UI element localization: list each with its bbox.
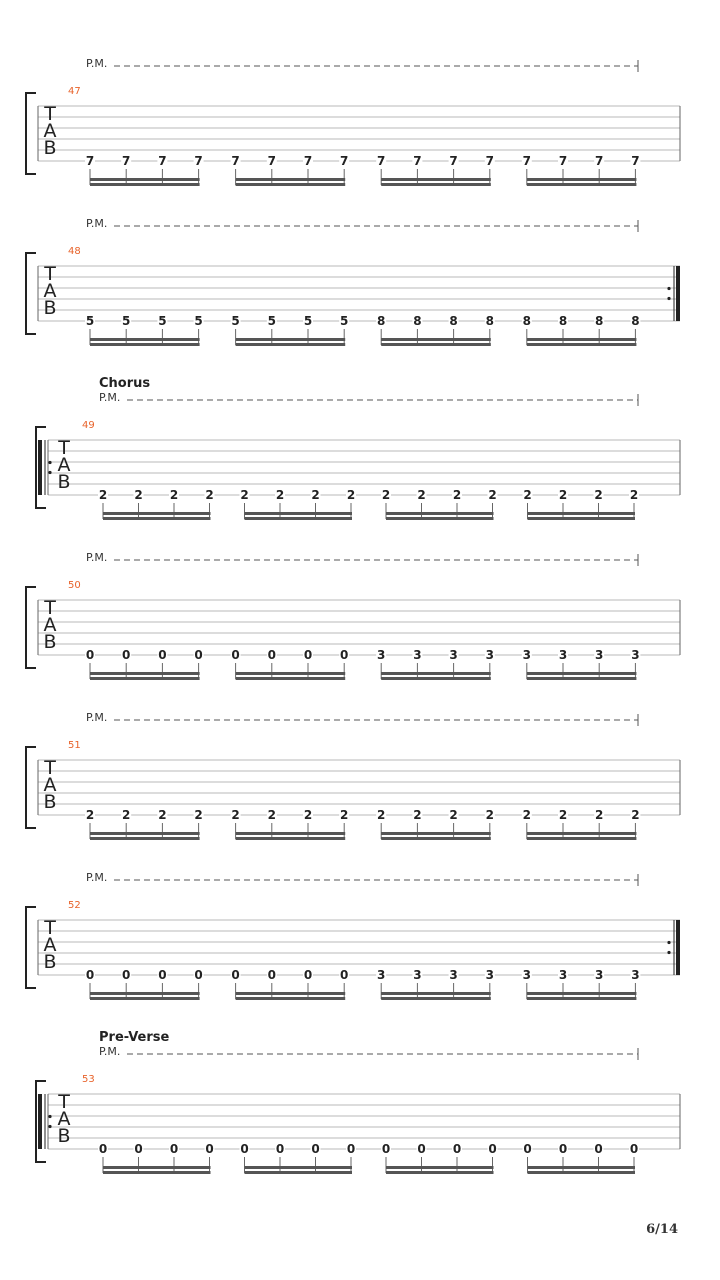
fret-number: 7: [340, 154, 349, 168]
sixteenth-beam-lower: [381, 343, 491, 346]
tab-clef-letter: B: [57, 1125, 71, 1147]
fret-number: 0: [340, 968, 349, 982]
tab-system: [26, 217, 680, 346]
fret-number: 3: [631, 968, 640, 982]
fret-number: 7: [558, 154, 568, 168]
fret-number: 2: [449, 808, 458, 822]
fret-number: 8: [377, 314, 386, 328]
fret-number: 2: [134, 488, 143, 502]
tab-clef-letter: A: [43, 120, 57, 142]
sixteenth-beam-lower: [90, 677, 200, 680]
fret-number: 0: [158, 968, 167, 982]
sixteenth-beam-lower: [236, 837, 346, 840]
fret-number: 0: [231, 968, 240, 982]
fret-number: 2: [205, 488, 214, 502]
tab-clef-letter: T: [44, 103, 56, 125]
fret-number: 2: [240, 488, 249, 502]
fret-number: 0: [629, 1142, 639, 1156]
fret-number: 3: [522, 968, 531, 982]
fret-number: 2: [169, 488, 179, 502]
tab-clef-letter: T: [44, 597, 56, 619]
sixteenth-beam-upper: [103, 512, 211, 515]
fret-number: 0: [122, 968, 131, 982]
fret-number: 0: [122, 648, 131, 662]
sixteenth-beam-upper: [236, 178, 346, 181]
sixteenth-beam-upper: [90, 178, 200, 181]
fret-number: 3: [449, 968, 458, 982]
sixteenth-beam-lower: [386, 517, 494, 520]
start-repeat-thick-bar: [38, 440, 42, 495]
sixteenth-beam-upper: [386, 1166, 494, 1169]
palm-mute-label: P.M.: [99, 391, 121, 404]
fret-number: 2: [85, 808, 95, 822]
fret-number: 2: [452, 488, 462, 502]
palm-mute-label: P.M.: [86, 551, 108, 564]
fret-number: 7: [303, 154, 313, 168]
repeat-dot: [667, 951, 670, 954]
tab-clef-letter: T: [44, 263, 56, 285]
fret-number: 0: [346, 1142, 356, 1156]
tab-clef-letter: T: [58, 437, 70, 459]
fret-number: 0: [158, 648, 167, 662]
sixteenth-beam-upper: [381, 178, 491, 181]
fret-number: 0: [85, 648, 95, 662]
repeat-dot: [48, 1125, 51, 1128]
tab-clef-letter: B: [43, 791, 57, 813]
page-number: 6/14: [646, 1222, 678, 1237]
tab-system: [26, 551, 680, 680]
fret-number: 2: [631, 808, 640, 822]
fret-number: 2: [558, 488, 568, 502]
fret-number: 8: [485, 314, 494, 328]
fret-number: 2: [311, 488, 320, 502]
fret-number: 7: [522, 154, 531, 168]
sixteenth-beam-upper: [245, 1166, 353, 1169]
fret-number: 0: [231, 648, 240, 662]
system-bracket: [26, 747, 36, 828]
sixteenth-beam-upper: [236, 338, 346, 341]
tab-clef-letter: B: [57, 471, 71, 493]
fret-number: 7: [194, 154, 203, 168]
sixteenth-beam-lower: [90, 183, 200, 186]
sixteenth-beam-upper: [381, 338, 491, 341]
tab-system: [26, 871, 680, 1000]
tab-clef-letter: B: [43, 137, 57, 159]
fret-number: 0: [267, 968, 276, 982]
sixteenth-beam-lower: [90, 997, 200, 1000]
sixteenth-beam-lower: [381, 677, 491, 680]
tab-clef-letter: B: [43, 631, 57, 653]
fret-number: 5: [122, 314, 131, 328]
fret-number: 0: [205, 1142, 214, 1156]
fret-number: 8: [595, 314, 604, 328]
palm-mute-label: P.M.: [86, 711, 108, 724]
sixteenth-beam-lower: [381, 183, 491, 186]
fret-number: 3: [377, 968, 386, 982]
palm-mute-label: P.M.: [86, 57, 108, 70]
sixteenth-beam-lower: [245, 517, 353, 520]
sixteenth-beam-lower: [527, 997, 637, 1000]
fret-number: 3: [413, 648, 422, 662]
fret-number: 3: [485, 648, 494, 662]
measure-number: 48: [68, 246, 81, 257]
tab-clef-letter: B: [43, 297, 57, 319]
repeat-dot: [48, 1115, 51, 1118]
measure-number: 50: [68, 580, 81, 591]
fret-number: 2: [594, 488, 603, 502]
measure-number: 49: [82, 420, 95, 431]
fret-number: 0: [340, 648, 349, 662]
tab-clef-letter: T: [44, 917, 56, 939]
fret-number: 8: [522, 314, 531, 328]
fret-number: 3: [631, 648, 640, 662]
sixteenth-beam-lower: [527, 343, 637, 346]
fret-number: 5: [267, 314, 276, 328]
fret-number: 2: [629, 488, 639, 502]
tab-clef-letter: A: [43, 614, 57, 636]
fret-number: 3: [485, 968, 494, 982]
tab-clef-letter: B: [43, 951, 57, 973]
sixteenth-beam-upper: [90, 992, 200, 995]
end-repeat-thick-bar: [676, 920, 680, 975]
tab-clef-letter: T: [44, 757, 56, 779]
fret-number: 2: [158, 808, 167, 822]
start-repeat-thick-bar: [38, 1094, 42, 1149]
sixteenth-beam-upper: [236, 672, 346, 675]
palm-mute-label: P.M.: [99, 1045, 121, 1058]
sixteenth-beam-lower: [381, 837, 491, 840]
fret-number: 2: [522, 808, 531, 822]
sixteenth-beam-upper: [381, 992, 491, 995]
fret-number: 2: [122, 808, 131, 822]
sixteenth-beam-lower: [103, 1171, 211, 1174]
sixteenth-beam-upper: [90, 338, 200, 341]
system-bracket: [26, 93, 36, 174]
fret-number: 7: [595, 154, 604, 168]
sixteenth-beam-upper: [236, 992, 346, 995]
repeat-dot: [48, 471, 51, 474]
fret-number: 7: [122, 154, 131, 168]
measure-number: 51: [68, 740, 81, 751]
fret-number: 2: [377, 808, 386, 822]
measure-number: 53: [82, 1074, 95, 1085]
repeat-dot: [667, 287, 670, 290]
fret-number: 2: [413, 808, 422, 822]
fret-number: 7: [449, 154, 458, 168]
tab-clef-letter: A: [43, 280, 57, 302]
fret-number: 0: [417, 1142, 426, 1156]
fret-number: 0: [488, 1142, 497, 1156]
fret-number: 5: [85, 314, 95, 328]
fret-number: 2: [485, 808, 494, 822]
tab-system: [26, 57, 680, 186]
fret-number: 2: [595, 808, 604, 822]
repeat-dot: [667, 941, 670, 944]
sixteenth-beam-upper: [90, 832, 200, 835]
fret-number: 8: [413, 314, 422, 328]
fret-number: 5: [340, 314, 349, 328]
repeat-dot: [48, 461, 51, 464]
fret-number: 2: [98, 488, 108, 502]
sixteenth-beam-upper: [527, 832, 637, 835]
fret-number: 0: [134, 1142, 143, 1156]
fret-number: 8: [631, 314, 640, 328]
fret-number: 2: [558, 808, 568, 822]
fret-number: 2: [275, 488, 285, 502]
sixteenth-beam-lower: [527, 677, 637, 680]
fret-number: 7: [485, 154, 494, 168]
fret-number: 2: [303, 808, 313, 822]
sixteenth-beam-upper: [236, 832, 346, 835]
tab-system: [26, 711, 680, 840]
system-bracket: [26, 587, 36, 668]
measure-number: 47: [68, 86, 81, 97]
tab-system: [36, 1030, 680, 1174]
fret-number: 2: [340, 808, 349, 822]
fret-number: 2: [523, 488, 532, 502]
fret-number: 5: [303, 314, 313, 328]
sixteenth-beam-upper: [527, 178, 637, 181]
end-repeat-thick-bar: [676, 266, 680, 321]
sixteenth-beam-lower: [245, 1171, 353, 1174]
fret-number: 5: [158, 314, 167, 328]
fret-number: 0: [240, 1142, 249, 1156]
fret-number: 0: [169, 1142, 179, 1156]
sixteenth-beam-upper: [381, 832, 491, 835]
fret-number: 7: [413, 154, 422, 168]
fret-number: 3: [595, 648, 604, 662]
fret-number: 3: [595, 968, 604, 982]
fret-number: 2: [417, 488, 426, 502]
fret-number: 3: [522, 648, 531, 662]
fret-number: 5: [231, 314, 240, 328]
fret-number: 0: [275, 1142, 285, 1156]
fret-number: 3: [449, 648, 458, 662]
palm-mute-label: P.M.: [86, 217, 108, 230]
sixteenth-beam-upper: [528, 1166, 636, 1169]
sixteenth-beam-lower: [236, 677, 346, 680]
sixteenth-beam-lower: [90, 343, 200, 346]
sixteenth-beam-lower: [381, 997, 491, 1000]
tab-clef-letter: A: [43, 774, 57, 796]
system-bracket: [26, 907, 36, 988]
fret-number: 3: [558, 968, 568, 982]
fret-number: 0: [85, 968, 95, 982]
sixteenth-beam-upper: [527, 992, 637, 995]
tab-clef-letter: A: [57, 1108, 71, 1130]
fret-number: 0: [311, 1142, 320, 1156]
sixteenth-beam-upper: [90, 672, 200, 675]
fret-number: 0: [194, 648, 203, 662]
system-bracket: [26, 253, 36, 334]
fret-number: 0: [194, 968, 203, 982]
sixteenth-beam-lower: [528, 517, 636, 520]
fret-number: 0: [303, 968, 313, 982]
sixteenth-beam-lower: [90, 837, 200, 840]
fret-number: 0: [98, 1142, 108, 1156]
sixteenth-beam-upper: [381, 672, 491, 675]
sixteenth-beam-upper: [386, 512, 494, 515]
sixteenth-beam-upper: [527, 338, 637, 341]
fret-number: 2: [267, 808, 276, 822]
sixteenth-beam-lower: [103, 517, 211, 520]
fret-number: 3: [558, 648, 568, 662]
fret-number: 7: [377, 154, 386, 168]
fret-number: 0: [303, 648, 313, 662]
tab-system: [36, 376, 680, 520]
sixteenth-beam-lower: [236, 997, 346, 1000]
fret-number: 2: [231, 808, 240, 822]
fret-number: 0: [267, 648, 276, 662]
section-marker: Chorus: [99, 376, 151, 391]
fret-number: 7: [158, 154, 167, 168]
fret-number: 0: [594, 1142, 603, 1156]
fret-number: 7: [631, 154, 640, 168]
fret-number: 8: [558, 314, 568, 328]
sixteenth-beam-upper: [245, 512, 353, 515]
sixteenth-beam-upper: [528, 512, 636, 515]
fret-number: 3: [377, 648, 386, 662]
fret-number: 7: [267, 154, 276, 168]
fret-number: 2: [488, 488, 497, 502]
tab-clef-letter: A: [57, 454, 71, 476]
fret-number: 2: [381, 488, 391, 502]
section-marker: Pre-Verse: [99, 1030, 170, 1045]
fret-number: 5: [194, 314, 203, 328]
sixteenth-beam-lower: [528, 1171, 636, 1174]
sixteenth-beam-lower: [527, 183, 637, 186]
fret-number: 0: [523, 1142, 532, 1156]
measure-number: 52: [68, 900, 81, 911]
fret-number: 8: [449, 314, 458, 328]
sixteenth-beam-upper: [103, 1166, 211, 1169]
tab-clef-letter: T: [58, 1091, 70, 1113]
fret-number: 2: [346, 488, 356, 502]
fret-number: 0: [452, 1142, 462, 1156]
fret-number: 2: [194, 808, 203, 822]
fret-number: 7: [85, 154, 95, 168]
sixteenth-beam-upper: [527, 672, 637, 675]
sixteenth-beam-lower: [527, 837, 637, 840]
sixteenth-beam-lower: [236, 343, 346, 346]
tab-clef-letter: A: [43, 934, 57, 956]
fret-number: 7: [231, 154, 240, 168]
sixteenth-beam-lower: [236, 183, 346, 186]
fret-number: 3: [413, 968, 422, 982]
fret-number: 0: [558, 1142, 568, 1156]
fret-number: 0: [381, 1142, 391, 1156]
sixteenth-beam-lower: [386, 1171, 494, 1174]
repeat-dot: [667, 297, 670, 300]
palm-mute-label: P.M.: [86, 871, 108, 884]
